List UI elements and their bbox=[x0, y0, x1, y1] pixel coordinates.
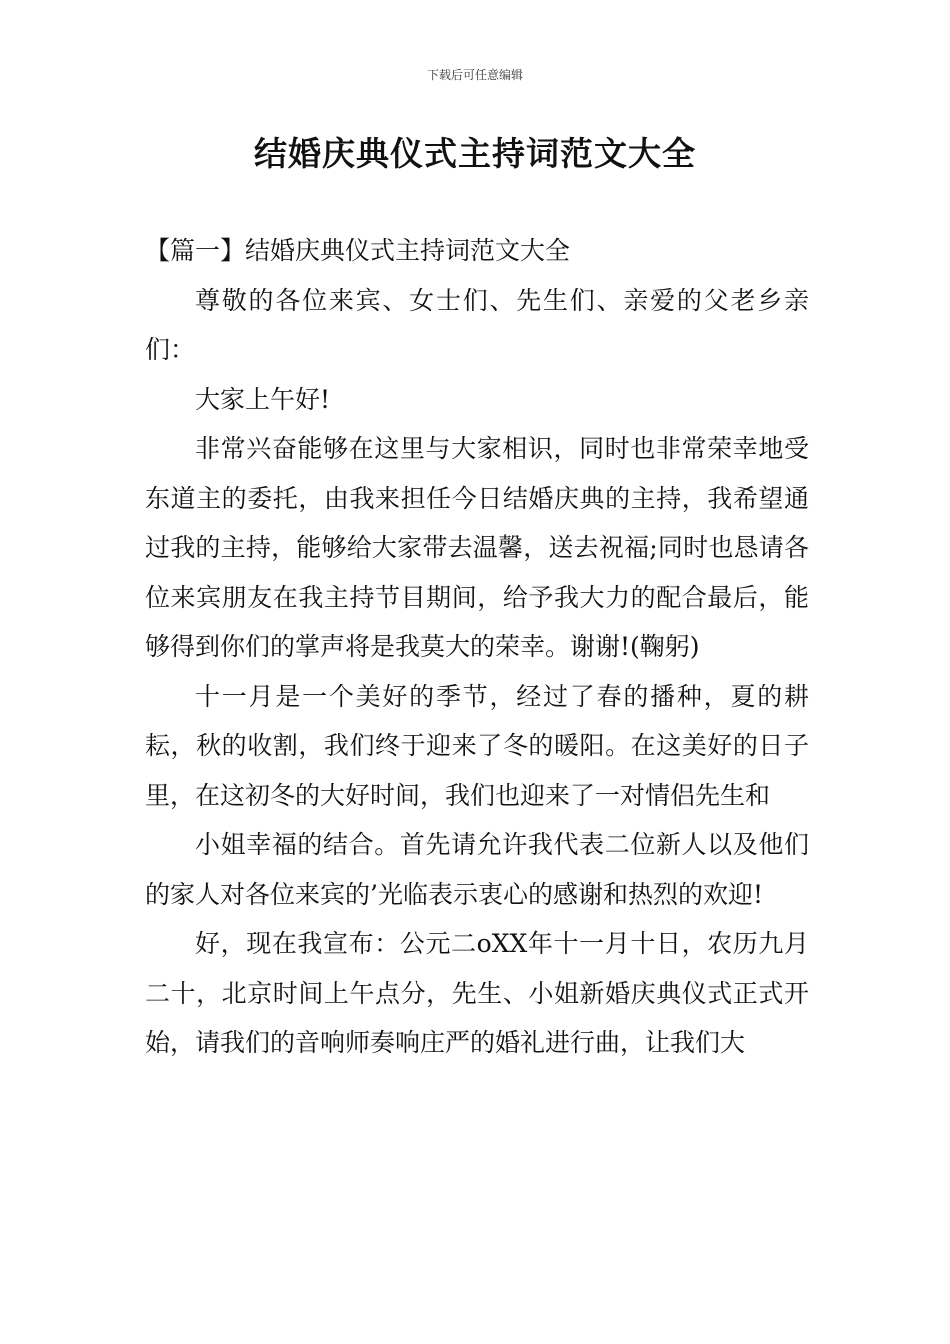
paragraph-good-morning: 大家上午好! bbox=[195, 384, 331, 414]
document-title: 结婚庆典仪式主持词范文大全 bbox=[254, 134, 696, 173]
paragraph-welcome: 小姐幸福的结合。首先请允许我代表二位新人以及他们的家人对各位来宾的’光临表示衷心的感谢和热烈的欢迎! bbox=[145, 830, 809, 909]
document-body bbox=[145, 226, 809, 1068]
section-heading: 【篇一】结婚庆典仪式主持词范文大全 bbox=[145, 236, 571, 265]
paragraph-announcement: 好，现在我宣布：公元二oXX年十一月十日，农历九月二十，北京时间上午点分，先生、小姐新婚庆典仪式正式开始，请我们的音响师奏响庄严的婚礼进行曲，让我们大 bbox=[145, 929, 809, 1057]
paragraph-introduction: 非常兴奋能够在这里与大家相识，同时也非常荣幸地受东道主的委托，由我来担任今日结婚庆典的主持，我希望通过我的主持，能够给大家带去温馨，送去祝福;同时也恳请各位来宾朋友在我主持节目期间，给予我大力的配合最后，能够得到你们的掌声将是我莫大的荣幸。谢谢!(鞠躬) bbox=[145, 434, 809, 661]
header-note: 下载后可任意编辑 bbox=[426, 68, 523, 82]
paragraph-season: 十一月是一个美好的季节，经过了春的播种，夏的耕耘，秋的收割，我们终于迎来了冬的暖阳。在这美好的日子里，在这初冬的大好时间，我们也迎来了一对情侣先生和 bbox=[145, 681, 809, 810]
paragraph-greeting: 尊敬的各位来宾、女士们、先生们、亲爱的父老乡亲们： bbox=[145, 285, 809, 364]
